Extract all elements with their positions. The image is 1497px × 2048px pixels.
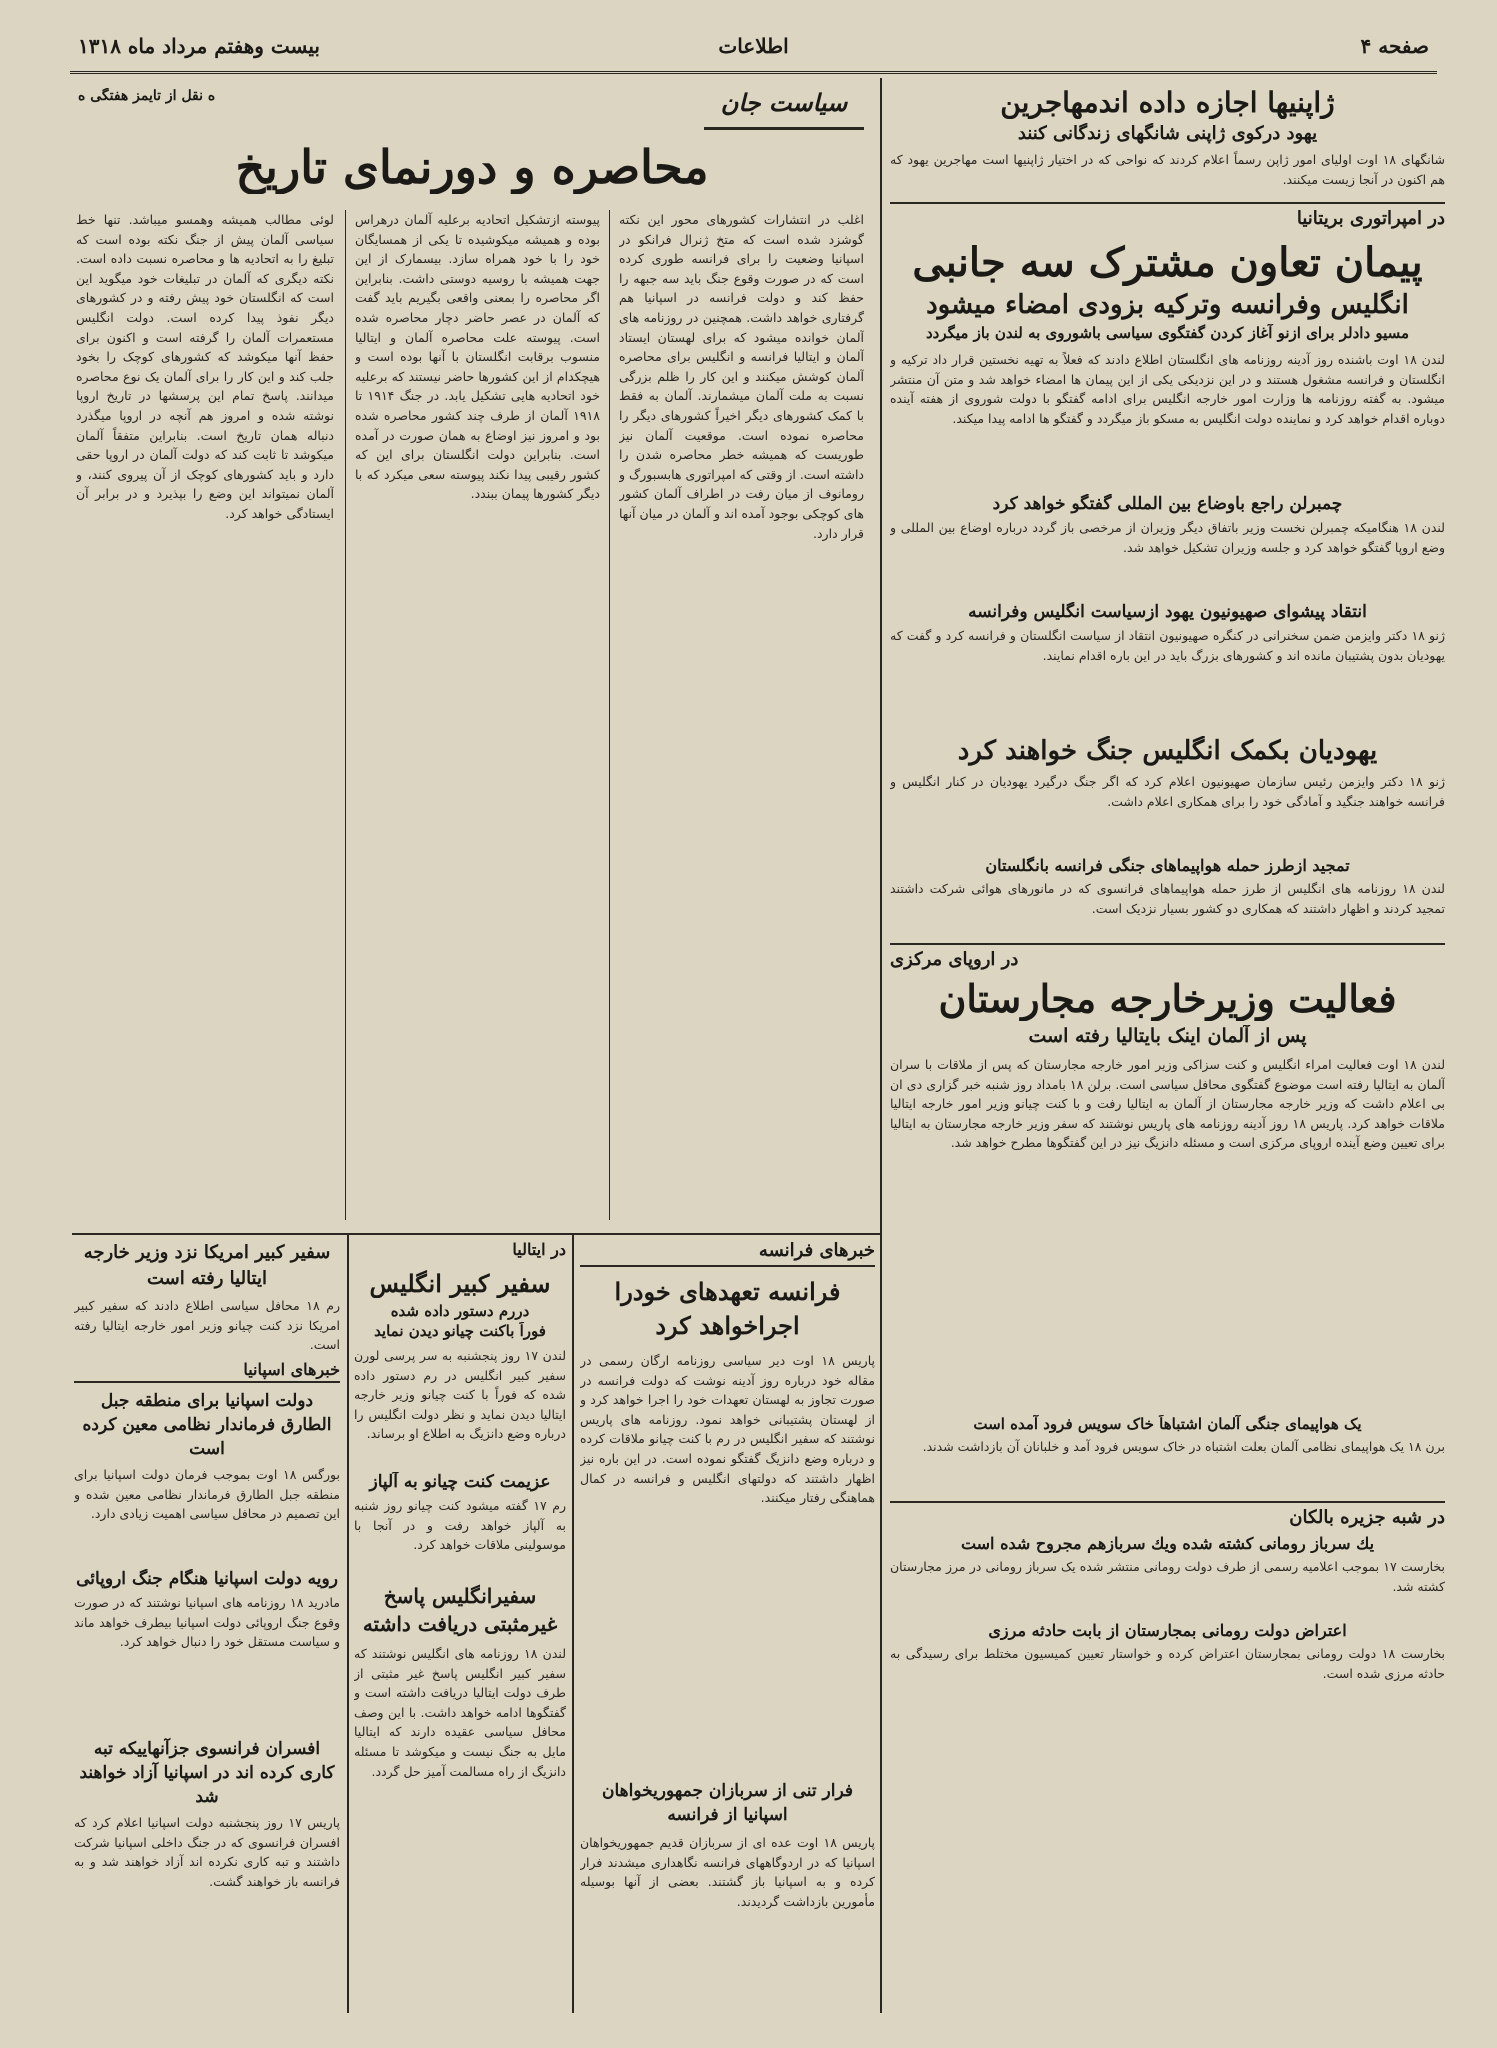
article-chamberlain: لندن ۱۸ هنگامیکه چمبرلن نخست وزیر باتفاق دیگر وزیران از مرخصی باز گردد درباره اوضاع بین المللی و وضع اروپا گفتگو خواهد کرد و جلسه وزیران تشکیل خواهد شد. xyxy=(890,520,1445,555)
article-pact: لندن ۱۸ اوت باشنده روز آدینه روزنامه های انگلستان اطلاع دادند که فعلاً به تهیه نخستین قرار داد ترکیه و انگلستان و فرانسه مشغول هستند و در این نزدیکی یکی از این پیمان ها امضاء خواهد شد و متن آن منتشر میشود. به گفته روزنامه ها وزارت امور خارجه انگلیس برای ادامه گفتگو با دولت شوروی از هفته آینده دوباره اقدام خواهد کرد و نماینده دولت انگلیس به مسکو باز میگردد و گفتگو ها ادامه پیدا میکند. xyxy=(890,352,1445,426)
headline-aircraft: تمجید ازطرز حمله هواپیماهای جنگی فرانسه بانگلستان xyxy=(985,856,1350,875)
headline-hungary: فعالیت وزیرخارجه مجارستان xyxy=(938,976,1397,1021)
headline-romania-soldier: یك سرباز رومانی کشته شده ویك سربازهم مجروح شده است xyxy=(960,1534,1375,1553)
section-label-france: خبرهای فرانسه xyxy=(580,1240,875,1267)
feature-text-col-3: لوئی مطالب همیشه وهمسو میباشد. تنها خط سیاسی آلمان پیش از جنگ نکته بوده است که تبلیغ را به اتحادیه ها و محاصره نسبت داده است. نکته دیگری که آلمان در تبلیغات خود میگوید این است که انگلستان خود پیش رفته و در کشورهای دیگر نفوذ پیدا کرده است. دولت انگلیس مستعمرات آلمان را گرفته است و اکنون برای حفظ آنها میکوشد که کشورهای کوچک را بخود جلب کند و این کار را برای آلمان یک نوع محاصره میدانند. پاسخ تمام این پرسشها در تاریخ اروپا نوشته شده و امروز هم آنچه در اروپا میگذرد دنباله همان تاریخ است. بنابراین متفقاً آلمان میکوشد تا ثابت کند که دولت آلمان در اروپا حقی دارد و باید کشورهای کوچک از آن پیروی کنند، و آلمان نمیتواند این وضع را بپذیرد و در برابر آن ایستادگی خواهد کرد. xyxy=(76,212,334,521)
headline-zionist: انتقاد پیشوای صهیونیون یهود ازسیاست انگلیس وفرانسه xyxy=(968,602,1367,622)
subheadline-japan: یهود درکوی ژاپنی شانگهای زندگانی کنند xyxy=(1017,123,1318,144)
headline-spain-policy: رویه دولت اسپانیا هنگام جنگ اروپائی xyxy=(76,1569,338,1589)
section-label-spain: خبرهای اسپانیا xyxy=(74,1360,340,1383)
headline-british-ambassador: سفیر کبیر انگلیس xyxy=(369,1269,551,1298)
article-ambassador: لندن ۱۷ روز پنجشنبه به سر پرسی لورن سفیر کبیر انگلیس در رم دستور داده شده که فوراً با کنت چیانو وزیر خارجه ایتالیا دیدن نماید و نظر دولت انگلیس را درباره وضع دانزیگ به اطلاع او برساند. xyxy=(354,1348,566,1442)
article-zionist: ژنو ۱۸ دکتر وایزمن ضمن سخنرانی در کنگره صهیونیون انتقاد از سیاست انگلستان و فرانسه کرد و گفت که یهودیان بدون پشتیبان مانده اند و کشورهای بزرگ باید در این باره اقدام نمایند. xyxy=(890,628,1445,663)
section-label-balkans: در شبه جزیره بالکان xyxy=(1289,1507,1445,1528)
column-rule xyxy=(572,1235,574,2013)
headline-swiss: یک هواپیمای جنگی آلمان اشتباهاً خاک سویس فرود آمده است xyxy=(973,1415,1362,1433)
citation-times: ه نقل از تایمز هفتگی ه xyxy=(78,88,216,104)
headline-france-obligations: فرانسه تعهدهای خودرا اجراخواهد کرد xyxy=(614,1277,841,1340)
section-label-italy: در ایتالیا xyxy=(512,1240,566,1259)
headline-negative-reply: سفیرانگلیس پاسخ غیرمثبتی دریافت داشته xyxy=(362,1584,558,1636)
article-french-officers: پاریس ۱۷ روز پنجشنبه دولت اسپانیا اعلام کرد که افسران فرانسوی که در جنگ داخلی اسپانیا شرکت داشتند و تبه کاری نکرده اند آزاد خواهند شد و به فرانسه باز خواهند گشت. xyxy=(74,1815,340,1889)
article-jews: ژنو ۱۸ دکتر وایزمن رئیس سازمان صهیونیون اعلام کرد که اگر جنگ درگیرد یهودیان در کنار انگلیس و فرانسه خواهند جنگید و آمادگی خود را برای همکاری اعلام داشت. xyxy=(890,774,1445,809)
spain-news-column xyxy=(74,1240,340,2010)
subheadline-ambassador: دررم دستور داده شده xyxy=(390,1302,530,1320)
article-spain-policy: مادرید ۱۸ روزنامه های اسپانیا نوشتند که در صورت وقوع جنگ اروپائی دولت اسپانیا بیطرف خواهد ماند و سیاست مستقل خود را دنبال خواهد کرد. xyxy=(74,1595,340,1650)
column-rule xyxy=(347,1235,349,2013)
article-romania-soldier: بخارست ۱۷ بموجب اعلامیه رسمی از طرف دولت رومانی منتشر شده یک سرباز رومانی در مرز مجارستان کشته شد. xyxy=(890,1559,1445,1594)
headline-american-ambassador: سفیر کبیر امریکا نزد وزیر خارجه ایتالیا رفته است xyxy=(83,1242,331,1289)
column-rule xyxy=(880,78,882,2013)
feature-article xyxy=(72,80,872,1230)
headline-encirclement: محاصره و دورنمای تاریخ xyxy=(235,140,709,194)
article-romania-protest: بخارست ۱۸ دولت رومانی بمجارستان اعتراض کرده و خواستار تعیین کمیسیون مختلط برای رسیدگی به حادثه مرزی شده است. xyxy=(890,1646,1445,1681)
headline-french-officers: افسران فرانسوی جزآنهاییکه تبه کاری کرده اند در اسپانیا آزاد خواهند شد xyxy=(79,1739,335,1807)
article-spain-escape: پاریس ۱۸ اوت عده ای از سربازان قدیم جمهوریخواهان اسپانیا که در اردوگاههای فرانسه نگاهداری میشدند فرار کرده و به اسپانیا باز گشتند. بعضی از آنها بوسیله مأمورین بازداشت گردیدند. xyxy=(580,1835,875,1909)
issue-date: بیست وهفتم مرداد ماه ۱۳۱۸ xyxy=(78,34,320,58)
article-negative-reply: لندن ۱۸ روزنامه های انگلیس نوشتند که سفیر کبیر انگلیس پاسخ غیر مثبتی از طرف دولت ایتالیا دریافت داشته است و گفتگوها ادامه خواهد داشت. با این وصف محافل سیاسی عقیده دارند که ایتالیا مایل به جنگ نیست و میکوشد تا مسئله دانزیگ از راه مسالمت آمیز حل گردد. xyxy=(354,1646,566,1779)
article-american-ambassador: رم ۱۸ محافل سیاسی اطلاع دادند که سفیر کبیر امریکا نزد کنت چیانو وزیر امور خارجه ایتالیا رفته است. xyxy=(74,1298,340,1353)
article-hungary: لندن ۱۸ اوت فعالیت امراء انگلیس و کنت سزاکی وزیر امور خارجه مجارستان که پس از ملاقات با سران آلمان به ایتالیا رفته است موضوع گفتگوی محافل سیاسی است. برلن ۱۸ بامداد روز شنبه خبر گزاری دی ان بی اعلام داشت که وزیر خارجه مجارستان از آلمان به ایتالیا رفت و با کنت چیانو وزیر امور خارجه ایتالیا ملاقات خواهد کرد. پاریس ۱۸ روز آدینه روزنامه های پاریس نوشتند که سفر وزیر خارجه مجارستان به ایتالیا برای تعیین وضع آینده اروپای مرکزی است و مسئله دانزیگ نیز در این گفتگوها مطرح خواهد شد. xyxy=(890,1057,1445,1151)
masthead-column: سیاست جان xyxy=(720,88,848,117)
headline-spain-escape: فرار تنی از سربازان جمهوریخواهان اسپانیا از فرانسه xyxy=(601,1781,854,1825)
article-aircraft: لندن ۱۸ روزنامه های انگلیس از طرز حمله هواپیماهای فرانسوی که در مانورهای هوائی شرکت داشتند تمجید کردند و اظهار داشتند که همکاری دو کشور بسیار نزدیک است. xyxy=(890,881,1445,916)
headline-ciano-alps: عزیمت کنت چیانو به آلپاز xyxy=(369,1472,551,1492)
page-header xyxy=(70,24,1437,74)
page-number: صفحه ۴ xyxy=(1360,34,1429,58)
headline-jews: یهودیان بکمک انگلیس جنگ خواهند کرد xyxy=(957,736,1378,766)
section-label-britain: در امپراتوری بریتانیا xyxy=(1296,208,1445,229)
italy-news-column xyxy=(354,1240,566,2010)
article-swiss: برن ۱۸ یک هواپیمای نظامی آلمان بعلت اشتباه در خاک سویس فرود آمد و خلبانان آن بازداشت شدند. xyxy=(922,1439,1445,1454)
headline-pact: پیمان تعاون مشترک سه جانبی xyxy=(912,239,1423,286)
subheadline-hungary: پس از آلمان اینک بایتالیا رفته است xyxy=(1028,1025,1307,1047)
article-france-obligations: پاریس ۱۸ اوت دیر سیاسی روزنامه ارگان رسمی در مقاله خود درباره روز آدینه نوشت که دولت فرانسه در صورت تجاوز به لهستان تعهدات خود را اجرا خواهد کرد و از لهستان پشتیبانی خواهد نمود. روزنامه های پاریس نوشتند که سفیر انگلیس در رم با کنت چیانو ملاقات کرده و درباره وضع دانزیگ گفتگو نموده است. در این باره نیز اظهار داشتند که دولتهای انگلیس و فرانسه در کمال هماهنگی رفتار میکنند. xyxy=(580,1353,875,1506)
headline-chamberlain: چمبرلن راجع باوضاع بین المللی گفتگو خواهد کرد xyxy=(992,494,1343,514)
headline-gibraltar: دولت اسپانیا برای منطقه جبل الطارق فرماندار نظامی معین کرده است xyxy=(82,1391,332,1459)
feature-text-col-2: پیوسته ازتشکیل اتحادیه برعلیه آلمان درهراس بوده و همیشه میکوشیده تا یکی از همسایگان خود را با خود همراه سازد. بیسمارک از این جهت همیشه با روسیه دوستی داشت. بنابراین اگر محاصره را بمعنی واقعی بگیریم باید گفت که آلمان در عصر حاضر دچار محاصره شده است. پیوسته علت محاصره آلمان و ایتالیا منسوب برقابت انگلستان با آنها بوده است و هیچکدام از این کشورها حاضر نیستند که برعلیه خود اتحادیه هایی تشکیل یابد. در جنگ ۱۹۱۴ تا ۱۹۱۸ آلمان از طرف چند کشور محاصره شده بود و امروز نیز اوضاع به همان صورت در آمده است. بنابراین دولت انگلستان برای این که کشور رقیبی پیدا نکند پیوسته سعی میکرد که با دیگر کشورها پیمان ببندد. xyxy=(355,212,600,502)
article-japan: شانگهای ۱۸ اوت اولیای امور ژاپن رسماً اعلام کردند که نواحی که در اختیار ژاپنیها است مهاجرین یهود که هم اکنون در آنجا زیست میکنند. xyxy=(890,152,1445,187)
feature-text-col-1: اغلب در انتشارات کشورهای محور این نکته گوشزد شده است که متخ ژنرال فرانکو در اسپانیا وضعیت را برای فرانسه طوری کرده است که در صورت وقوع جنگ باید سه جبهه را حفظ کند و دولت فرانسه در اسپانیا هم گرفتاری خواهد داشت. همچنین در روزنامه های آلمان خوانده میشود که برای لهستان ایستاد آلمان و ایتالیا فرانسه و انگلیس برای محاصره آلمان کوشش میکنند و این کار را ظلم بزرگی نسبت به ملت آلمان میشمارند. آلمان به فقط با کمک کشورهای دیگر اخیراً کشورهای دیگر را محاصره نموده است. موقعیت آلمان نیز طوریست که همیشه خطر محاصره شدن را داشته است. از وقتی که امپراتوری هابسبورگ و رومانوف از میان رفت در اطراف آلمان کشور های کوچکی بوجود آمده اند و آلمان در میان آنها قرار دارد. xyxy=(619,212,864,541)
newspaper-name: اطلاعات xyxy=(718,34,789,58)
france-news-column xyxy=(580,1240,875,2010)
subheadline-ambassador-2: فوراً باکنت چیانو دیدن نماید xyxy=(374,1322,546,1340)
article-gibraltar: بورگس ۱۸ اوت بموجب فرمان دولت اسپانیا برای منطقه جبل الطارق فرماندار نظامی معین شده و این تصمیم در محافل سیاسی اهمیت زیادی دارد. xyxy=(74,1467,340,1522)
headline-japan: ژاپنیها اجازه داده اندمهاجرین xyxy=(1000,86,1335,119)
right-column xyxy=(890,80,1445,2015)
article-ciano-alps: رم ۱۷ گفته میشود کنت چیانو روز شنبه به آلپاز خواهد رفت و در آنجا با موسولینی ملاقات خواهد کرد. xyxy=(354,1498,566,1553)
subheadline-pact: انگلیس وفرانسه وترکیه بزودی امضاء میشود xyxy=(926,290,1409,320)
subheadline-pact-2: مسیو دادلر برای ازنو آغاز کردن گفتگوی سیاسی باشوروی به لندن باز میگردد xyxy=(925,324,1410,342)
section-label-central-europe: در اروپای مرکزی xyxy=(890,949,1019,970)
headline-romania-protest: اعتراض دولت رومانی بمجارستان از بابت حادثه مرزی xyxy=(988,1621,1347,1640)
section-rule xyxy=(72,1233,880,1235)
